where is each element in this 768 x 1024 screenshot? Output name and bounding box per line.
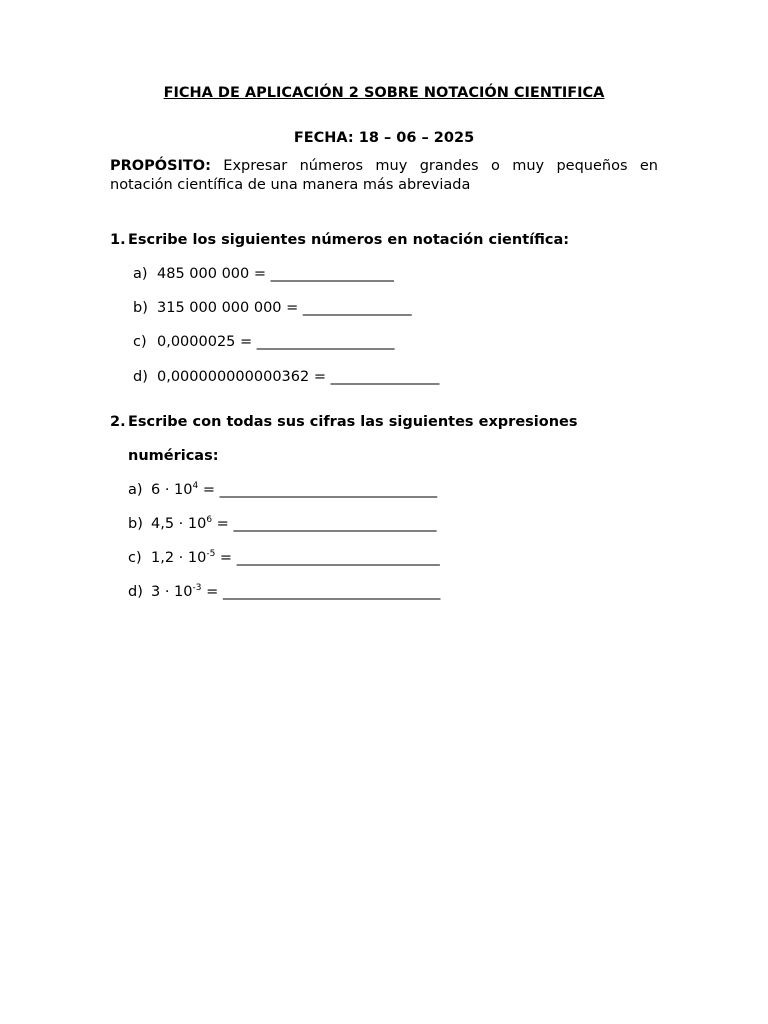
question-2-item-a xyxy=(128,482,437,498)
question-1-item-c xyxy=(133,334,395,350)
item-letter: c) xyxy=(128,550,142,566)
question-2-item-b xyxy=(128,516,436,532)
question-2-heading-line2: numéricas: xyxy=(128,448,219,464)
question-2-heading xyxy=(110,414,578,430)
question-1-item-b xyxy=(133,300,412,316)
item-letter: d) xyxy=(133,369,148,385)
item-base: 1,2 · 10 xyxy=(151,550,207,566)
item-base: 4,5 · 10 xyxy=(151,516,207,532)
item-text: 315 000 000 000 = _______________ xyxy=(157,300,412,316)
item-blank: = ____________________________ xyxy=(215,550,440,566)
item-exponent: -3 xyxy=(192,583,202,593)
item-text: 0,0000025 = ___________________ xyxy=(157,334,395,350)
item-blank: = ______________________________ xyxy=(198,482,438,498)
question-1-item-a xyxy=(133,266,394,282)
worksheet-date: FECHA: 18 – 06 – 2025 xyxy=(293,130,475,146)
question-1-text: Escribe los siguientes números en notación científica: xyxy=(128,232,570,248)
purpose-paragraph xyxy=(110,157,658,195)
item-text: 0,000000000000362 = _______________ xyxy=(157,369,440,385)
item-text: 485 000 000 = _________________ xyxy=(157,266,394,282)
item-letter: a) xyxy=(133,266,148,282)
worksheet-title: FICHA DE APLICACIÓN 2 SOBRE NOTACIÓN CIENTIFICA xyxy=(163,85,605,101)
question-1-item-d xyxy=(133,369,439,385)
question-1-heading xyxy=(110,232,569,248)
purpose-label: PROPÓSITO: xyxy=(110,158,211,174)
question-2-item-c xyxy=(128,550,440,566)
item-base: 6 · 10 xyxy=(151,482,193,498)
item-letter: c) xyxy=(133,334,147,350)
item-letter: d) xyxy=(128,584,143,600)
item-exponent: -5 xyxy=(206,549,216,559)
item-exponent: 4 xyxy=(192,481,199,491)
question-2-item-d xyxy=(128,584,440,600)
item-letter: b) xyxy=(128,516,143,532)
purpose-text: Expresar números muy grandes o muy pequeños en notación científica de una manera más abreviada xyxy=(110,158,658,193)
question-2-text-line1: Escribe con todas sus cifras las siguientes expresiones xyxy=(128,414,578,430)
item-letter: b) xyxy=(133,300,148,316)
item-letter: a) xyxy=(128,482,143,498)
item-blank: = ____________________________ xyxy=(212,516,437,532)
item-blank: = ______________________________ xyxy=(201,584,441,600)
item-exponent: 6 xyxy=(206,515,213,525)
question-1-number: 1. xyxy=(110,232,126,248)
item-base: 3 · 10 xyxy=(151,584,193,600)
question-2-number: 2. xyxy=(110,414,126,430)
